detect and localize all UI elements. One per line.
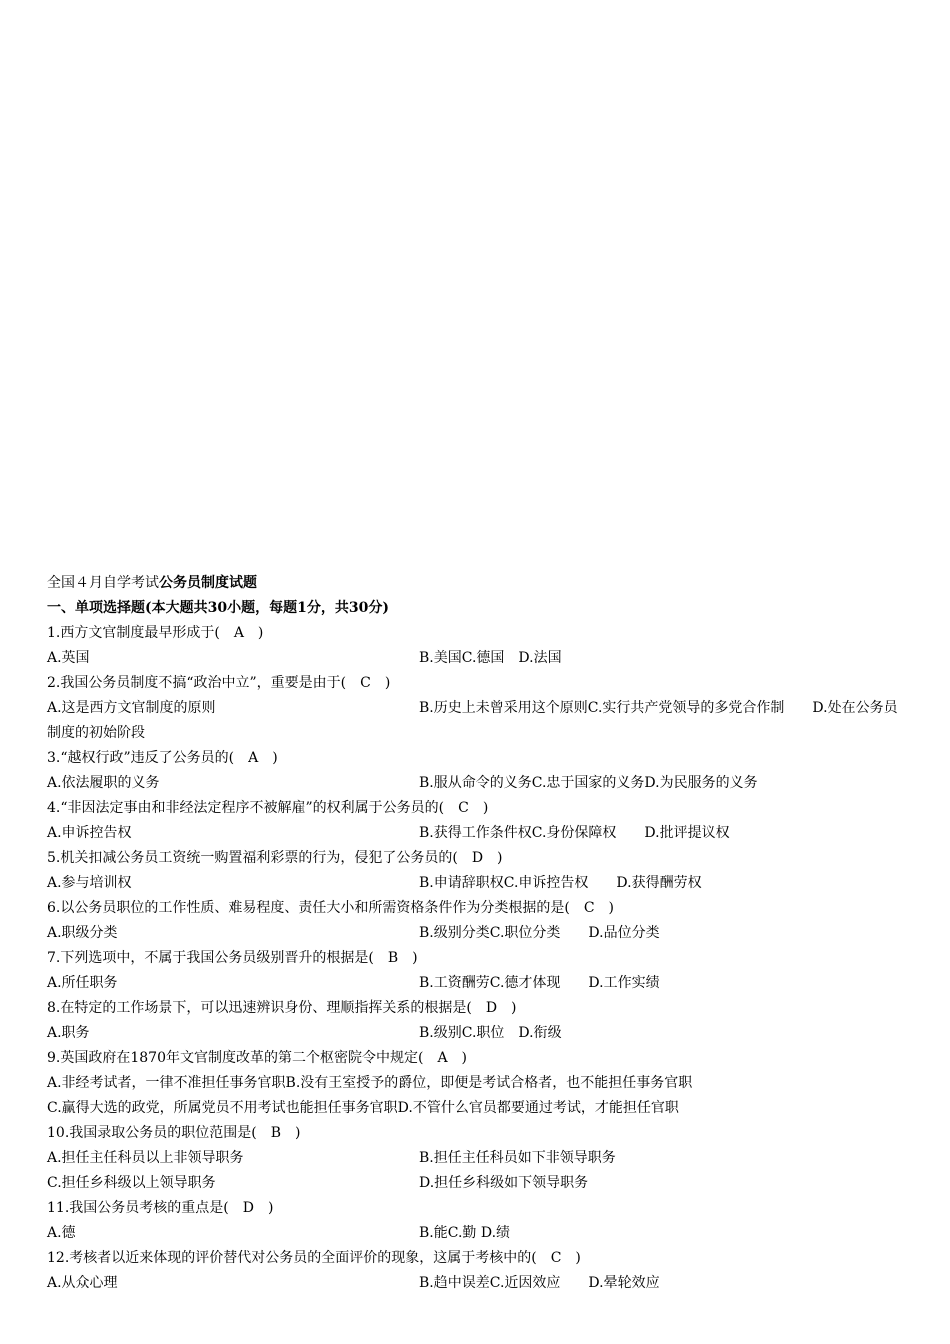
option-row [47,1271,907,1296]
option-row [47,696,907,721]
option-right: B.申请辞职权C.申诉控告权 D.获得酬劳权 [419,875,702,891]
question-stem: 10.我国录取公务员的职位范围是( B ) [47,1125,301,1141]
question-stem: 5.机关扣减公务员工资统一购置福利彩票的行为，侵犯了公务员的( D ) [47,850,503,866]
option-row [47,771,907,796]
option-row [47,646,907,671]
option-left: A.英国 [47,650,90,666]
option-right: B.趋中误差C.近因效应 D.晕轮效应 [419,1275,660,1291]
option-right: B.能C.勤 D.绩 [419,1225,511,1241]
question-stem: 12.考核者以近来体现的评价替代对公务员的全面评价的现象，这属于考核中的( C ) [47,1250,581,1266]
option-left: A.这是西方文官制度的原则 [47,700,216,716]
option-left: A.依法履职的义务 [47,775,160,791]
question-stem: 11.我国公务员考核的重点是( D ) [47,1200,274,1216]
option-row [47,821,907,846]
option-right: B.服从命令的义务C.忠于国家的义务D.为民服务的义务 [419,775,758,791]
option-right: B.历史上未曾采用这个原则C.实行共产党领导的多党合作制 D.处在公务员 [419,700,898,716]
option-right: B.担任主任科员如下非领导职务 [419,1150,616,1166]
question-stem: 2.我国公务员制度不搞“政治中立”，重要是由于( C ) [47,675,391,691]
option-right: B.美国C.德国 D.法国 [419,650,562,666]
option-left: A.职级分类 [47,925,118,941]
document-body [47,571,907,1296]
option-right: B.级别分类C.职位分类 D.品位分类 [419,925,660,941]
option-row [47,1221,907,1246]
question-stem: 1.西方文官制度最早形成于( A ) [47,625,264,641]
option-left: C.赢得大选的政党，所属党员不用考试也能担任事务官职D.不管什么官员都要通过考试，才能担任官职 [47,1100,679,1116]
section-heading: 一、单项选择题(本大题共30小题，每题1分，共30分) [47,600,389,616]
option-row [47,971,907,996]
option-left: A.非经考试者，一律不准担任事务官职B.没有王室授予的爵位，即便是考试合格者，也不能担任事务官职 [47,1075,693,1091]
option-row [47,921,907,946]
option-left: A.职务 [47,1025,90,1041]
option-left: A.担任主任科员以上非领导职务 [47,1150,244,1166]
option-row [47,1146,907,1171]
option-row [47,871,907,896]
question-stem: 6.以公务员职位的工作性质、难易程度、责任大小和所需资格条件作为分类根据的是( C ) [47,900,614,916]
title-main: 公务员制度试题 [159,575,257,591]
option-right: B.获得工作条件权C.身份保障权 D.批评提议权 [419,825,730,841]
question-stem: 3.“越权行政”违反了公务员的( A ) [47,750,278,766]
option-left: A.申诉控告权 [47,825,132,841]
option-row [47,1071,907,1096]
question-stem: 4.“非因法定事由和非经法定程序不被解雇”的权利属于公务员的( C ) [47,800,489,816]
title-prefix: 全国４月自学考试 [47,575,159,591]
option-left: A.德 [47,1225,76,1241]
option-right: B.级别C.职位 D.衔级 [419,1025,562,1041]
option-row [47,1021,907,1046]
option-left: A.参与培训权 [47,875,132,891]
question-stem: 8.在特定的工作场景下，可以迅速辨识身份、理顺指挥关系的根据是( D ) [47,1000,517,1016]
option-left: C.担任乡科级以上领导职务 [47,1175,216,1191]
question-stem: 9.英国政府在1870年文官制度改革的第二个枢密院令中规定( A ) [47,1050,468,1066]
option-row [47,1096,907,1121]
option-continuation: 制度的初始阶段 [47,725,145,741]
option-right: B.工资酬劳C.德才体现 D.工作实绩 [419,975,660,991]
document-title [47,571,907,596]
option-row [47,1171,907,1196]
option-left: A.所任职务 [47,975,118,991]
question-list [47,621,907,1296]
option-right: D.担任乡科级如下领导职务 [419,1175,589,1191]
option-left: A.从众心理 [47,1275,118,1291]
question-stem: 7.下列选项中，不属于我国公务员级别晋升的根据是( B ) [47,950,418,966]
